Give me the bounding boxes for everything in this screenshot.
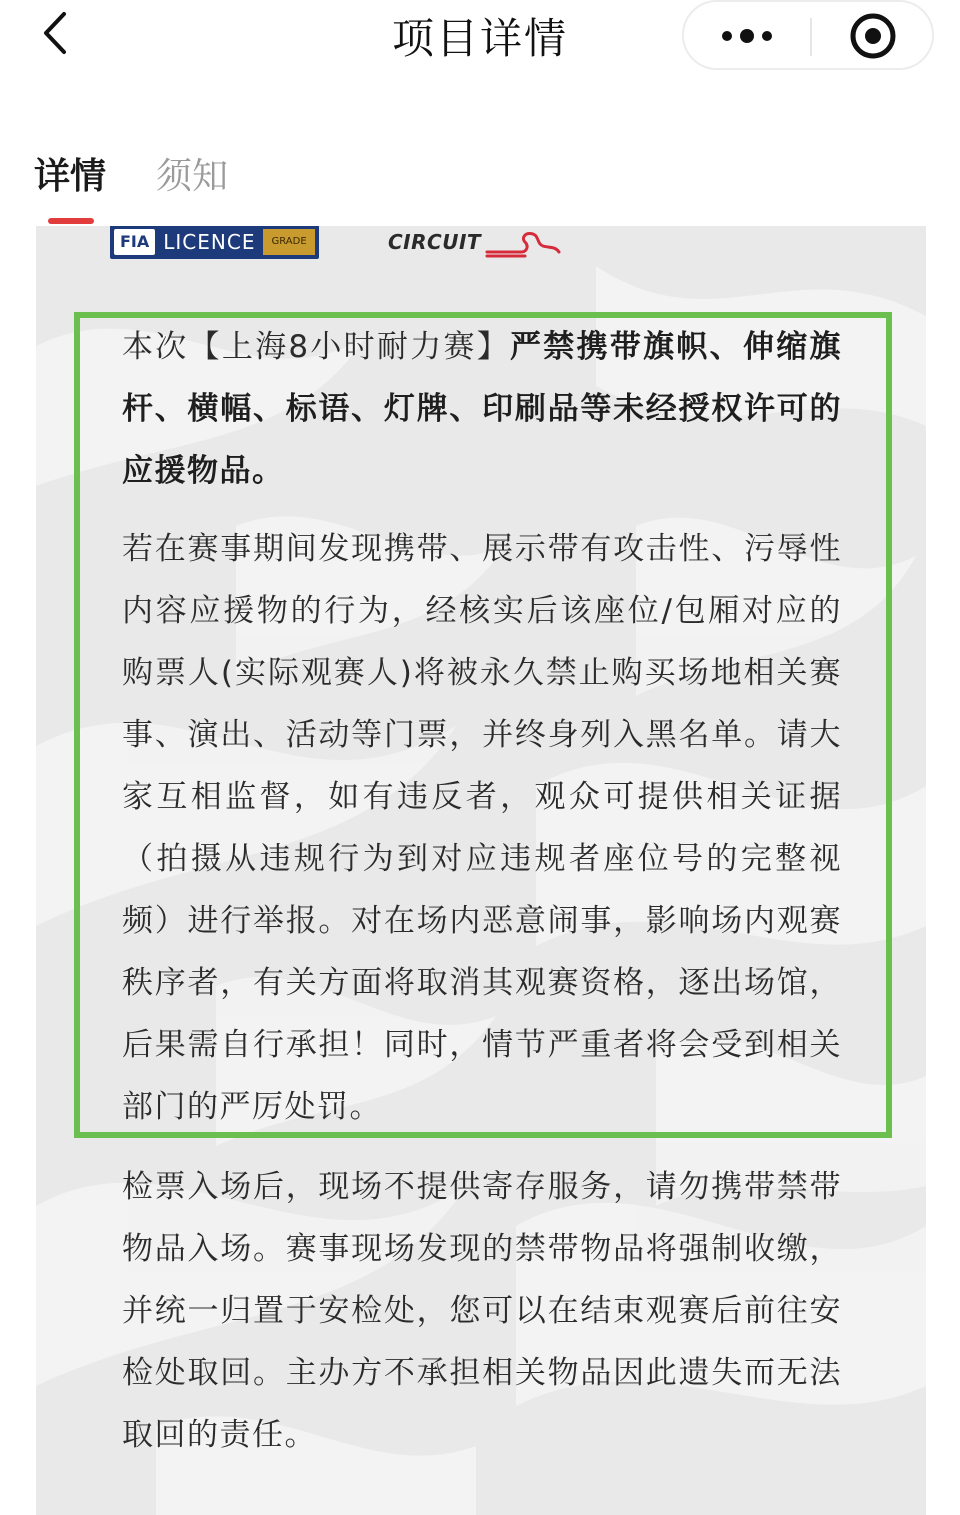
fia-badge — [110, 226, 319, 259]
rule-paragraph-2: 若在赛事期间发现携带、展示带有攻击性、污辱性内容应援物的行为，经核实后该座位/包厢对应的购票人(实际观赛人)将被永久禁止购买场地相关赛事、演出、活动等门票，并终身列入黑名单。请大家互相监督，如有违反者，观众可提供相关证据（拍摄从违规行为到对应违规者座位号的完整视频）进行举报。对在场内恶意闹事，影响场内观赛秩序者，有关方面将取消其观赛资格，逐出场馆，后果需自行承担！同时，情节严重者将会受到相关部门的严厉处罚。 — [122, 531, 842, 1125]
more-button[interactable] — [684, 2, 810, 70]
page-title: 项目详情 — [391, 14, 568, 63]
circuit-logo — [388, 226, 565, 258]
mini-program-capsule — [682, 0, 934, 70]
track-outline-icon — [481, 226, 565, 258]
tab-bar — [0, 130, 960, 220]
rule-paragraph-1 — [122, 316, 842, 502]
rule-paragraph-1-bold: 严禁携带旗帜、伸缩旗杆、横幅、标语、灯牌、印刷品等未经授权许可的应援物品。 — [122, 329, 843, 489]
tab-details[interactable]: 详情 — [34, 156, 107, 197]
licence-text: LICENCE — [163, 230, 256, 254]
rule-paragraph-3: 检票入场后，现场不提供寄存服务，请勿携带禁带物品入场。赛事现场发现的禁带物品将强制收缴，并统一归置于安检处，您可以在结束观赛后前往安检处取回。主办方不承担相关物品因此遗失而无法取回的责任。 — [122, 1169, 842, 1453]
grade-chip: GRADE — [263, 229, 314, 255]
fia-licence-logo — [110, 226, 319, 258]
close-button[interactable] — [812, 2, 934, 70]
fia-mark: FIA — [114, 229, 155, 255]
target-close-icon — [848, 11, 898, 61]
detail-image — [36, 226, 926, 1515]
circuit-text: CIRCUIT — [388, 230, 482, 254]
active-tab-indicator — [48, 218, 94, 224]
ellipsis-icon — [719, 28, 775, 44]
nav-bar — [0, 0, 960, 90]
tab-notice[interactable]: 须知 — [156, 156, 229, 197]
rule-paragraph-1-intro: 本次【上海8小时耐力赛】 — [122, 329, 511, 365]
